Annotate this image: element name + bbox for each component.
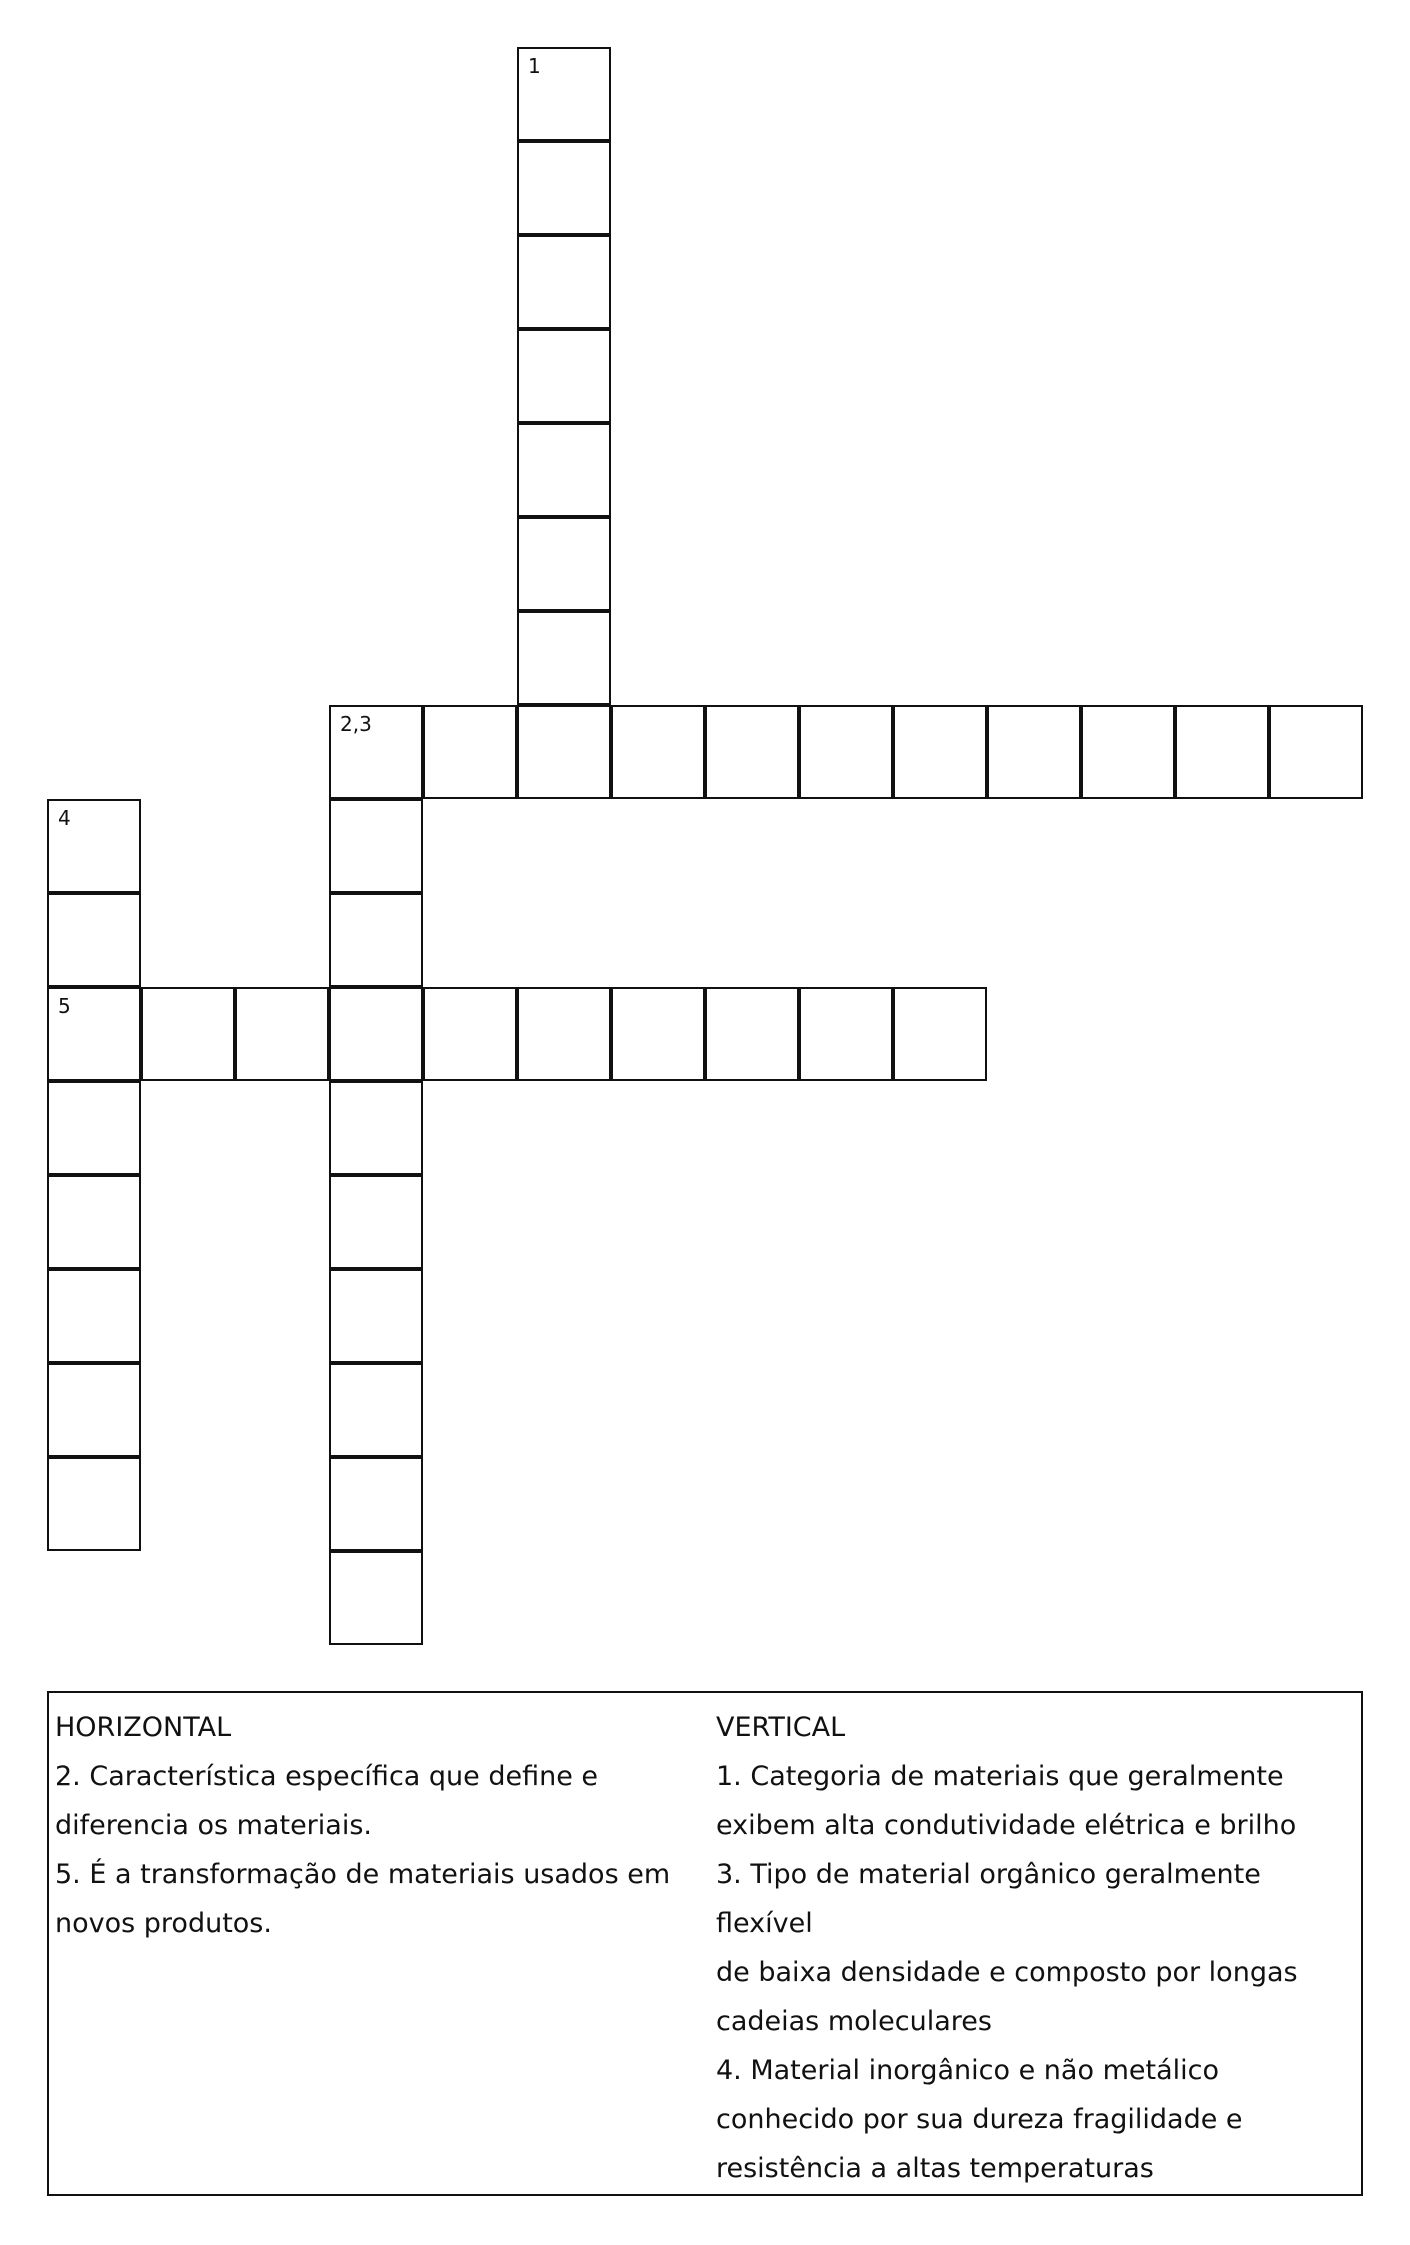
grid-cell[interactable] xyxy=(517,611,611,705)
grid-cell[interactable] xyxy=(517,987,611,1081)
clue-line: conhecido por sua dureza fragilidade e xyxy=(716,2104,1243,2135)
grid-cell[interactable] xyxy=(329,1175,423,1269)
grid-cell[interactable] xyxy=(329,1081,423,1175)
clue-line: 5. É a transformação de materiais usados em xyxy=(55,1859,671,1890)
grid-cell[interactable] xyxy=(47,1363,141,1457)
grid-cell[interactable] xyxy=(799,987,893,1081)
grid-cell[interactable] xyxy=(517,47,611,141)
grid-cell[interactable] xyxy=(1269,705,1363,799)
grid-cell[interactable] xyxy=(705,705,799,799)
clue-number: 2,3 xyxy=(340,712,372,736)
clue-line: 2. Característica específica que define e xyxy=(55,1761,599,1792)
grid-cell[interactable] xyxy=(799,705,893,799)
grid-cell[interactable] xyxy=(329,1269,423,1363)
grid-cell[interactable] xyxy=(517,141,611,235)
clue-line: exibem alta condutividade elétrica e brilho xyxy=(716,1810,1297,1841)
grid-cell[interactable] xyxy=(893,705,987,799)
grid-cell[interactable] xyxy=(705,987,799,1081)
grid-cell[interactable] xyxy=(141,987,235,1081)
grid-cell[interactable] xyxy=(1175,705,1269,799)
grid-cell[interactable] xyxy=(329,893,423,987)
clue-number: 4 xyxy=(58,806,71,830)
clue-line: 1. Categoria de materiais que geralmente xyxy=(716,1761,1284,1792)
grid-cell[interactable] xyxy=(47,893,141,987)
grid-cell[interactable] xyxy=(517,235,611,329)
grid-cell[interactable] xyxy=(47,1269,141,1363)
clue-number: 1 xyxy=(528,54,541,78)
grid-cell[interactable] xyxy=(611,987,705,1081)
grid-cell[interactable] xyxy=(47,1175,141,1269)
grid-cell[interactable] xyxy=(47,987,141,1081)
clue-number: 5 xyxy=(58,994,71,1018)
grid-cell[interactable] xyxy=(517,329,611,423)
grid-cell[interactable] xyxy=(329,1363,423,1457)
grid-cell[interactable] xyxy=(517,423,611,517)
clue-line: cadeias moleculares xyxy=(716,2006,992,2037)
grid-cell[interactable] xyxy=(611,705,705,799)
grid-cell[interactable] xyxy=(423,705,517,799)
grid-cell[interactable] xyxy=(987,705,1081,799)
grid-cell[interactable] xyxy=(893,987,987,1081)
clue-line: 4. Material inorgânico e não metálico xyxy=(716,2055,1219,2086)
grid-cell[interactable] xyxy=(329,1551,423,1645)
grid-cell[interactable] xyxy=(423,987,517,1081)
grid-cell[interactable] xyxy=(329,705,423,799)
clue-line: de baixa densidade e composto por longas xyxy=(716,1957,1298,1988)
grid-cell[interactable] xyxy=(329,1457,423,1551)
grid-cell[interactable] xyxy=(517,517,611,611)
vertical-clues xyxy=(716,1703,1356,2193)
clues-box xyxy=(47,1691,1363,2196)
clue-line: novos produtos. xyxy=(55,1908,272,1939)
grid-cell[interactable] xyxy=(1081,705,1175,799)
clue-line: 3. Tipo de material orgânico geralmente flexível xyxy=(716,1859,1261,1939)
horizontal-heading: HORIZONTAL xyxy=(55,1712,232,1743)
grid-cell[interactable] xyxy=(517,705,611,799)
clue-line: resistência a altas temperaturas xyxy=(716,2153,1154,2184)
grid-cell[interactable] xyxy=(47,799,141,893)
vertical-heading: VERTICAL xyxy=(716,1712,846,1743)
grid-cell[interactable] xyxy=(47,1081,141,1175)
horizontal-clues xyxy=(55,1703,695,1948)
grid-cell[interactable] xyxy=(329,987,423,1081)
grid-cell[interactable] xyxy=(329,799,423,893)
grid-cell[interactable] xyxy=(235,987,329,1081)
clue-line: diferencia os materiais. xyxy=(55,1810,372,1841)
grid-cell[interactable] xyxy=(47,1457,141,1551)
